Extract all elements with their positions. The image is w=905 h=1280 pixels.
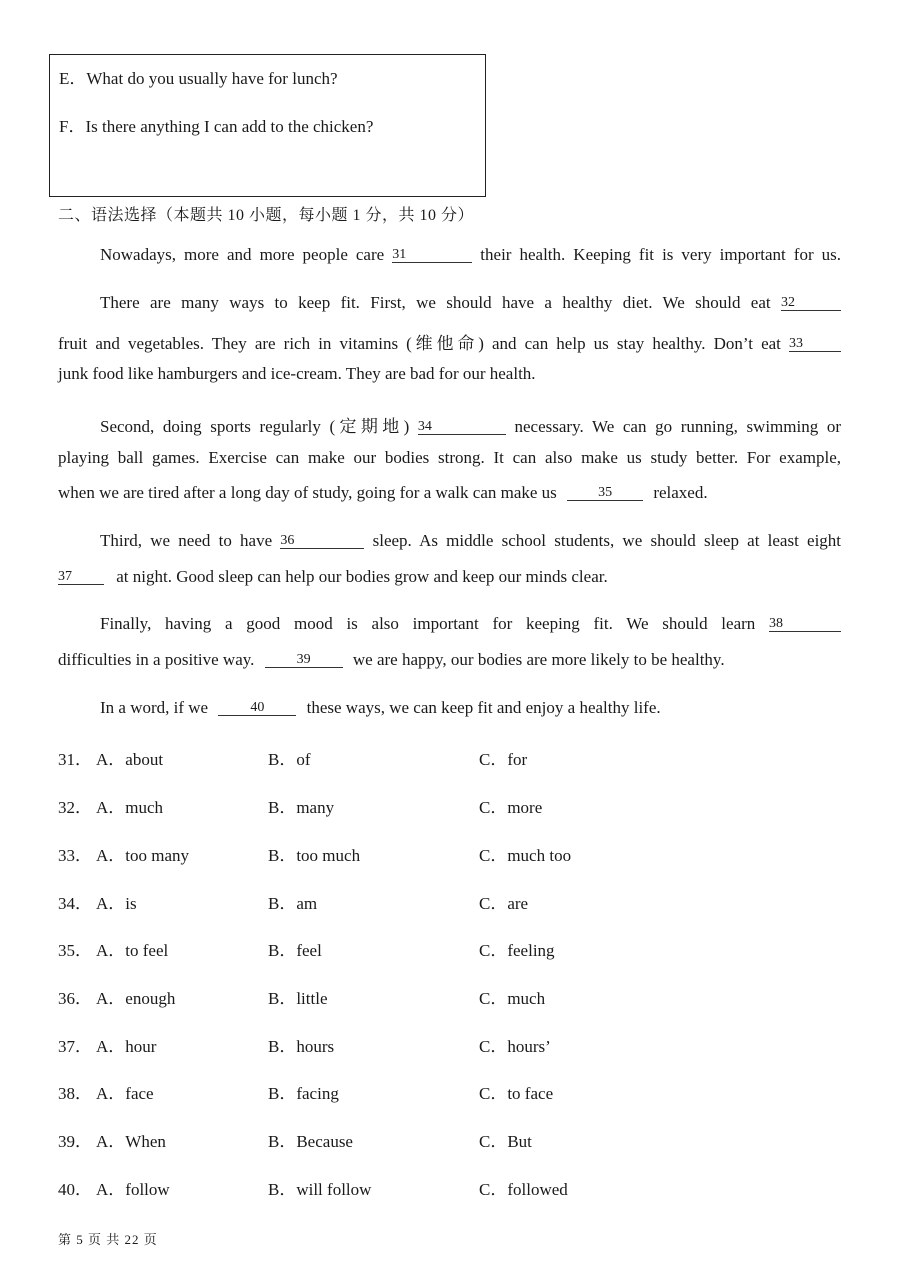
page-footer: 第 5 页 共 22 页 xyxy=(58,1232,158,1247)
passage-line: Third, we need to have 36 sleep. As middle school students, we should sleep at least eight xyxy=(100,531,842,550)
passage-line: There are many ways to keep fit. First, we should have a healthy diet. We should eat 32 xyxy=(100,293,841,313)
option-a: A．too many xyxy=(96,846,190,865)
option-b: B．too much xyxy=(268,846,361,865)
option-a: A．much xyxy=(96,798,164,817)
option-b: B．facing xyxy=(268,1084,339,1103)
option-c: C．hours’ xyxy=(479,1037,551,1056)
blank-35: 35 xyxy=(567,486,643,501)
option-a: A．face xyxy=(96,1084,154,1103)
option-e: E．What do you usually have for lunch? xyxy=(59,69,338,88)
option-c: C．much xyxy=(479,989,546,1008)
blank-40: 40 xyxy=(218,701,296,716)
passage-line: 37 at night. Good sleep can help our bodies grow and keep our minds clear. xyxy=(58,567,608,586)
option-c: C．are xyxy=(479,894,529,913)
option-c: C．to face xyxy=(479,1084,554,1103)
blank-34: 34 xyxy=(418,420,506,435)
passage-line: difficulties in a positive way. 39 we are happy, our bodies are more likely to be healthy. xyxy=(58,650,725,669)
option-b: B．hours xyxy=(268,1037,335,1056)
option-b: B．am xyxy=(268,894,318,913)
option-b: B．will follow xyxy=(268,1180,372,1199)
passage-line: when we are tired after a long day of study, going for a walk can make us 35 relaxed. xyxy=(58,483,708,502)
option-b: B．feel xyxy=(268,941,322,960)
option-b: B．Because xyxy=(268,1132,353,1151)
option-f: F．Is there anything I can add to the chicken? xyxy=(59,117,374,136)
passage-line: Second, doing sports regularly (定期地) 34 necessary. We can go running, swimming or xyxy=(100,417,842,436)
option-c: C．feeling xyxy=(479,941,555,960)
blank-33: 33 xyxy=(789,337,841,352)
passage-line: Nowadays, more and more people care 31 their health. Keeping fit is very important for us. xyxy=(100,245,842,264)
passage-line: In a word, if we 40 these ways, we can keep fit and enjoy a healthy life. xyxy=(100,698,661,717)
option-c: C．more xyxy=(479,798,543,817)
blank-37: 37 xyxy=(58,570,104,585)
blank-32: 32 xyxy=(781,296,841,311)
passage-line: junk food like hamburgers and ice-cream. They are bad for our health. xyxy=(58,364,536,383)
blank-38: 38 xyxy=(769,617,841,632)
option-b: B．many xyxy=(268,798,335,817)
option-a: A．When xyxy=(96,1132,166,1151)
option-a: A．to feel xyxy=(96,941,169,960)
passage-line: playing ball games. Exercise can make our bodies strong. It can also make us study better. For example, xyxy=(58,448,841,467)
option-a: A．is xyxy=(96,894,137,913)
option-b: B．of xyxy=(268,750,311,769)
option-b: B．little xyxy=(268,989,328,1008)
options-box xyxy=(49,54,486,197)
blank-36: 36 xyxy=(280,534,364,549)
option-c: C．followed xyxy=(479,1180,568,1199)
option-c: C．much too xyxy=(479,846,572,865)
passage-line: fruit and vegetables. They are rich in vitamins (维他命) and can help us stay healthy. Don’t eat 33 xyxy=(58,329,841,354)
option-c: C．But xyxy=(479,1132,532,1151)
passage-line: Finally, having a good mood is also important for keeping fit. We should learn 38 xyxy=(100,614,841,634)
section-title: 二、语法选择（本题共 10 小题，每小题 1 分，共 10 分） xyxy=(58,207,475,224)
option-c: C．for xyxy=(479,750,528,769)
option-a: A．follow xyxy=(96,1180,170,1199)
blank-39: 39 xyxy=(265,653,343,668)
option-a: A．enough xyxy=(96,989,176,1008)
option-a: A．hour xyxy=(96,1037,157,1056)
blank-31: 31 xyxy=(392,248,472,263)
option-a: A．about xyxy=(96,750,164,769)
